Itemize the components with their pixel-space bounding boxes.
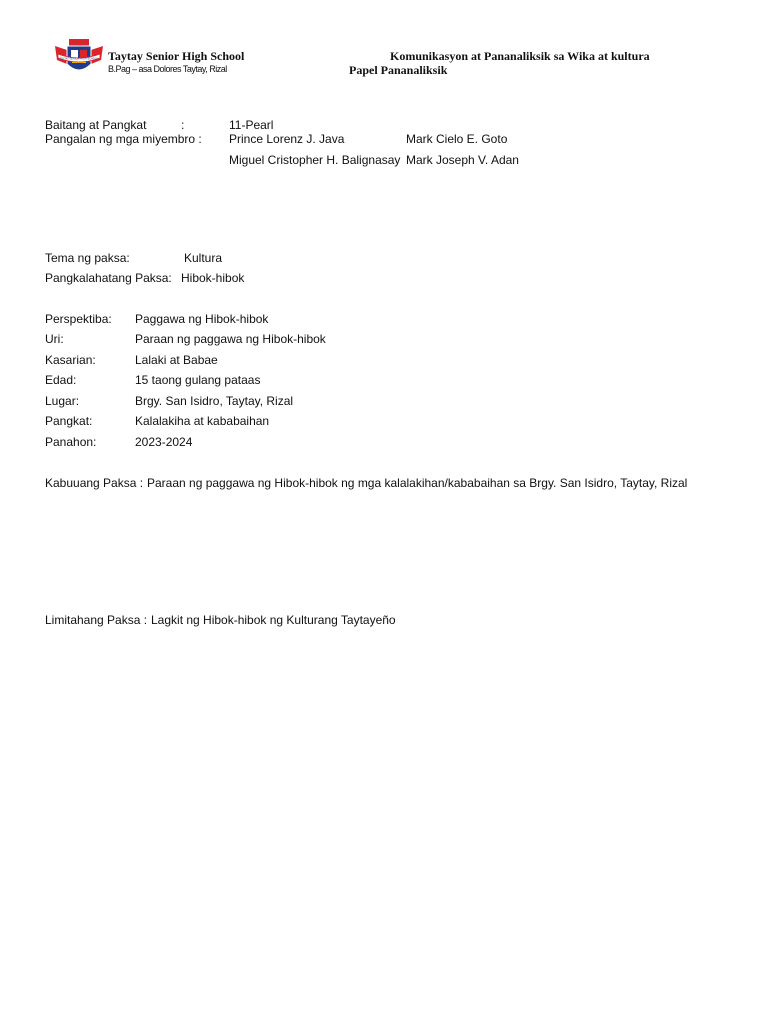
age-value: 15 taong gulang pataas xyxy=(135,373,261,387)
gender-label: Kasarian: xyxy=(45,353,96,367)
school-logo xyxy=(53,38,105,78)
school-address: B.Pag – asa Dolores Taytay, Rizal xyxy=(108,64,227,74)
period-label: Panahon: xyxy=(45,435,97,449)
theme-value: Kultura xyxy=(184,251,223,265)
place-label: Lugar: xyxy=(45,394,80,408)
age-label: Edad: xyxy=(45,373,77,387)
theme-label: Tema ng paksa: xyxy=(45,251,130,265)
section-label: Baitang at Pangkat xyxy=(45,118,147,132)
members-label: Pangalan ng mga miyembro : xyxy=(45,132,202,146)
member-name: Mark Cielo E. Goto xyxy=(406,132,508,146)
member-name: Miguel Cristopher H. Balignasay xyxy=(229,153,401,167)
section-value: 11-Pearl xyxy=(229,118,274,132)
logo-text: TAYTAY SENIOR HIGH SCHOOL xyxy=(59,57,99,61)
subject-title: Komunikasyon at Pananaliksik sa Wika at kultura xyxy=(390,49,650,63)
member-name: Mark Joseph V. Adan xyxy=(406,153,519,167)
type-value: Paraan ng paggawa ng Hibok-hibok xyxy=(135,332,326,346)
school-name: Taytay Senior High School xyxy=(108,49,245,63)
period-value: 2023-2024 xyxy=(135,435,193,449)
place-value: Brgy. San Isidro, Taytay, Rizal xyxy=(135,394,294,408)
overall-topic-value: Paraan ng paggawa ng Hibok-hibok ng mga kalalakihan/kababaihan sa Brgy. San Isidro, Taytay, Rizal xyxy=(147,476,688,490)
perspective-value: Paggawa ng Hibok-hibok xyxy=(135,312,269,326)
general-topic-label: Pangkalahatang Paksa: xyxy=(45,271,172,285)
group-value: Kalalakiha at kababaihan xyxy=(135,414,270,428)
paper-type: Papel Pananaliksik xyxy=(349,63,448,77)
limited-topic-value: Lagkit ng Hibok-hibok ng Kulturang Taytayeño xyxy=(151,613,396,627)
limited-topic-label: Limitahang Paksa : xyxy=(45,613,148,627)
group-label: Pangkat: xyxy=(45,414,93,428)
section-colon: : xyxy=(181,118,185,132)
gender-value: Lalaki at Babae xyxy=(135,353,218,367)
overall-topic-label: Kabuuang Paksa : xyxy=(45,476,144,490)
perspective-label: Perspektiba: xyxy=(45,312,112,326)
member-name: Prince Lorenz J. Java xyxy=(229,132,345,146)
general-topic-value: Hibok-hibok xyxy=(181,271,245,285)
type-label: Uri: xyxy=(45,332,64,346)
